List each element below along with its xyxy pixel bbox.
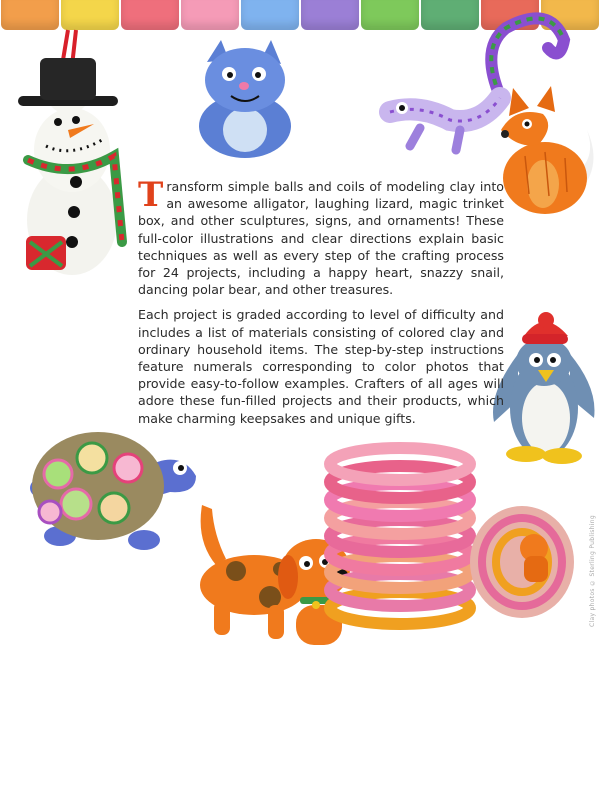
clay-block (181, 0, 239, 30)
description-paragraph-2: Each project is graded according to level of difficulty and includes a list of materials consisting of colored clay and ordinary household items. The step-by-step instructions feature numerals corresponding to color photos that provide easy-to-follow examples. Crafters of all ages will adore these fun-filled projects and their products, which make charming keepsakes and unique gifts. (138, 307, 504, 426)
clay-block (1, 0, 59, 30)
description-paragraph-1 (138, 175, 504, 298)
coil-pot-figure (322, 438, 477, 628)
clay-block (61, 0, 119, 30)
coil-rings (330, 448, 470, 624)
coil-lid-figure (464, 498, 579, 628)
book-description (138, 175, 504, 435)
clay-block (301, 0, 359, 30)
clay-block (241, 0, 299, 30)
turtle-figure (20, 428, 202, 556)
penguin-figure (488, 314, 598, 469)
paragraph-1-text: ransform simple balls and coils of modeling clay into an awesome alligator, laughing lizard, magic trinket box, and other sculptures, signs, and ornaments! These full-color illustrations and clear directions explain basic techniques as well as every step of the crafting process for 24 projects, including a happy heart, snazzy snail, dancing polar bear, and other treasures. (138, 179, 504, 298)
snowman-figure (10, 30, 135, 285)
photo-credit: Clay photos © Sterling Publishing (589, 515, 596, 627)
fox-figure (495, 86, 600, 216)
clay-block (121, 0, 179, 30)
drop-cap: T (138, 175, 164, 215)
blue-cat-figure (195, 40, 295, 160)
